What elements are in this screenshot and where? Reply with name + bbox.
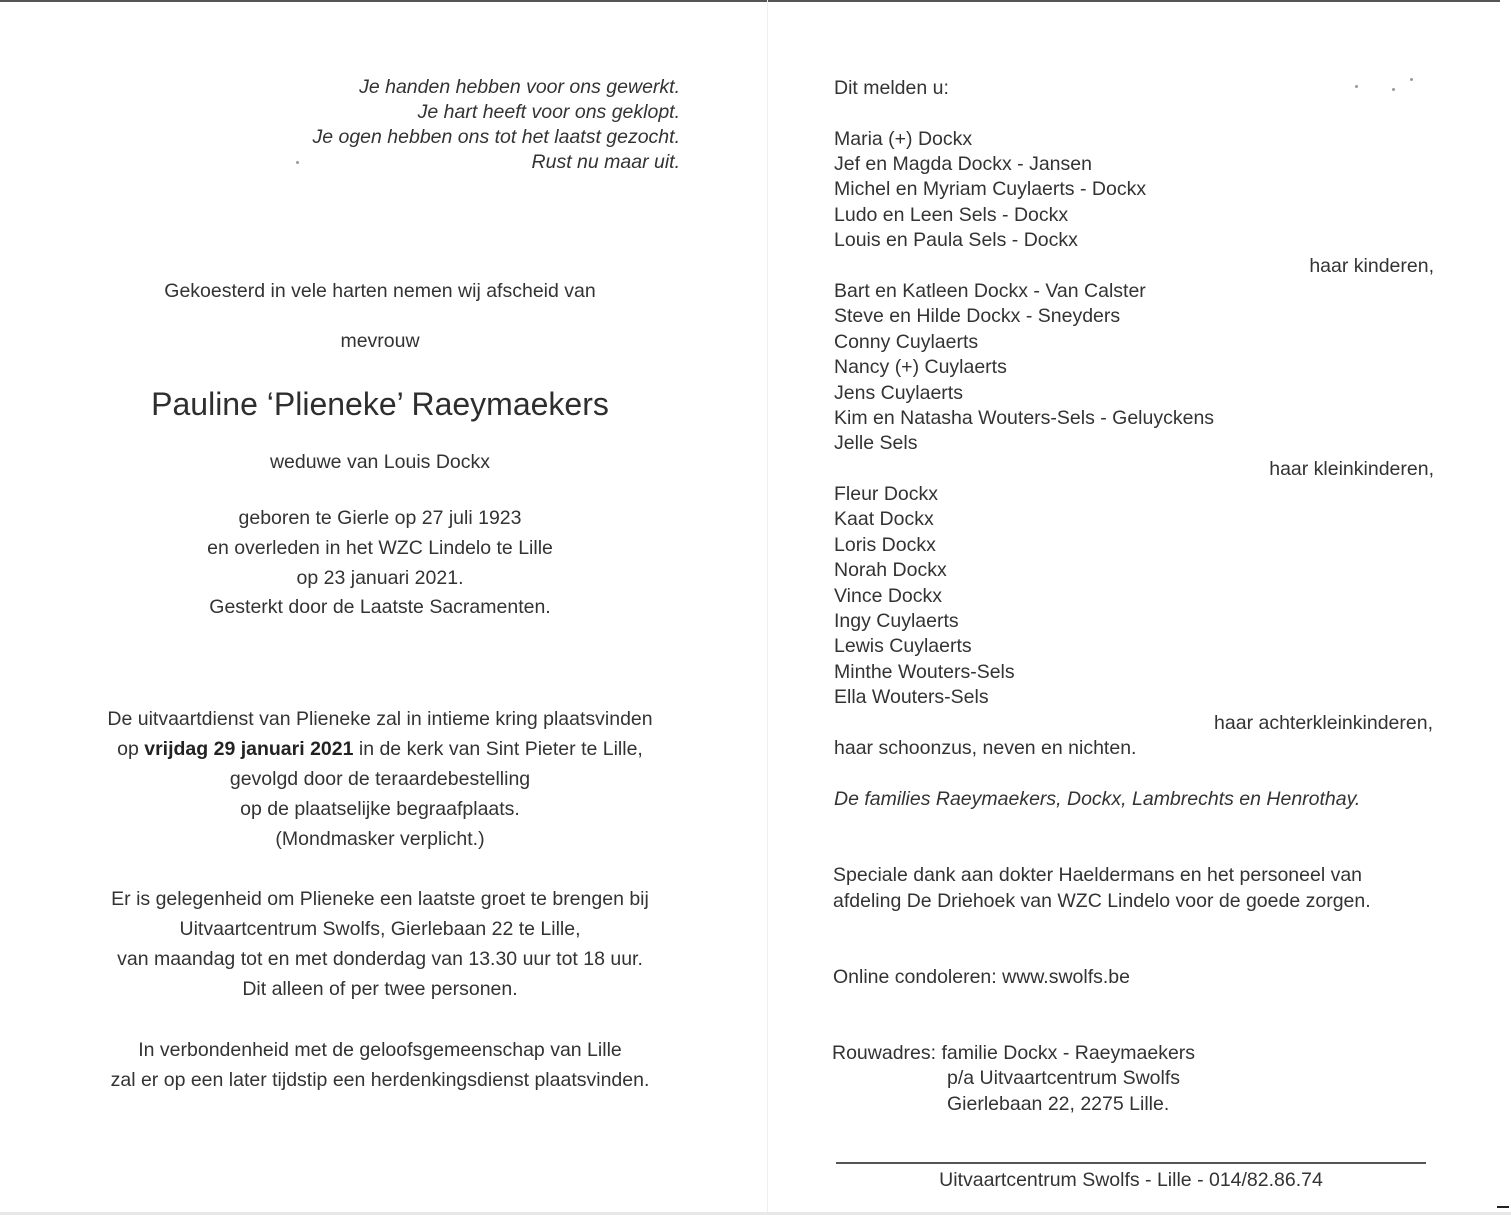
sacraments-line: Gesterkt door de Laatste Sacramenten. [209,596,551,618]
poem-line: Je hart heeft voor ons geklopt. [417,101,680,123]
intro-line: Gekoesterd in vele harten nemen wij afscheid van [164,280,596,302]
address-line: p/a Uitvaartcentrum Swolfs [947,1067,1181,1089]
remembrance-line: In verbondenheid met de geloofsgemeenschap van Lille [138,1039,622,1061]
list-item: Michel en Myriam Cuylaerts - Dockx [834,178,1147,200]
list-item: Vince Dockx [834,585,943,607]
condolence-line: Online condoleren: www.swolfs.be [833,966,1130,988]
edge-mark [1497,1206,1509,1208]
list-item: Kim en Natasha Wouters-Sels - Geluyckens [834,407,1215,429]
list-item: Jef en Magda Dockx - Jansen [834,153,1092,175]
funeral-line: op de plaatselijke begraafplaats. [240,798,520,820]
visit-line: Er is gelegenheid om Plieneke een laatste groet te brengen bij [111,888,649,910]
widow-line: weduwe van Louis Dockx [269,451,491,473]
thanks-line: afdeling De Driehoek van WZC Lindelo voor de goede zorgen. [833,890,1371,912]
list-item: Jens Cuylaerts [834,382,963,404]
funeral-date: vrijdag 29 januari 2021 [144,738,354,760]
funeral-line: gevolgd door de teraardebestelling [229,768,531,790]
families-line: De families Raeymaekers, Dockx, Lambrechts en Henrothay. [834,788,1361,810]
list-item: Lewis Cuylaerts [834,635,972,657]
mask-note: (Mondmasker verplicht.) [275,828,485,850]
poem-line: Je handen hebben voor ons gewerkt. [359,76,680,98]
remembrance-line: zal er op een later tijdstip een herdenkingsdienst plaatsvinden. [110,1069,650,1091]
death-line: en overleden in het WZC Lindelo te Lille [207,537,553,559]
center-fold [767,0,768,1215]
deceased-name: Pauline ‘Plieneke’ Raeymaekers [151,386,609,422]
in-laws-line: haar schoonzus, neven en nichten. [834,737,1137,759]
list-item: Ludo en Leen Sels - Dockx [834,204,1069,226]
list-item: Minthe Wouters-Sels [834,661,1015,683]
list-item: Louis en Paula Sels - Dockx [834,229,1078,251]
death-date-line: op 23 januari 2021. [296,567,464,589]
scan-speck [1355,85,1358,88]
address-label: Rouwadres: familie Dockx - Raeymaekers [832,1042,1196,1064]
top-rule [0,0,1500,2]
list-item: Ingy Cuylaerts [834,610,959,632]
children-label: haar kinderen, [1309,255,1434,277]
address-line: Gierlebaan 22, 2275 Lille. [947,1093,1170,1115]
list-item: Norah Dockx [834,559,947,581]
funeral-line: De uitvaartdienst van Plieneke zal in intieme kring plaatsvinden [107,708,653,730]
list-item: Nancy (+) Cuylaerts [834,356,1007,378]
title-word: mevrouw [340,330,420,352]
list-item: Fleur Dockx [834,483,939,505]
footer-line: Uitvaartcentrum Swolfs - Lille - 014/82.86.74 [939,1169,1323,1191]
list-item: Ella Wouters-Sels [834,686,989,708]
visit-line: van maandag tot en met donderdag van 13.30 uur tot 18 uur. [117,948,643,970]
scan-speck [1392,88,1395,91]
announce-heading: Dit melden u: [834,77,949,99]
poem-line: Je ogen hebben ons tot het laatst gezocht. [312,126,680,148]
visit-line: Uitvaartcentrum Swolfs, Gierlebaan 22 te Lille, [179,918,581,940]
poem-line: Rust nu maar uit. [531,151,680,173]
list-item: Loris Dockx [834,534,936,556]
list-item: Jelle Sels [834,432,918,454]
birth-line: geboren te Gierle op 27 juli 1923 [238,507,522,529]
great-grandchildren-label: haar achterkleinkinderen, [1214,712,1433,734]
list-item: Kaat Dockx [834,508,934,530]
footer-rule [836,1162,1426,1164]
list-item: Maria (+) Dockx [834,128,973,150]
scan-speck [296,161,299,164]
list-item: Steve en Hilde Dockx - Sneyders [834,305,1121,327]
thanks-line: Speciale dank aan dokter Haeldermans en het personeel van [833,864,1363,886]
list-item: Bart en Katleen Dockx - Van Calster [834,280,1146,302]
visit-line: Dit alleen of per twee personen. [242,978,518,1000]
grandchildren-label: haar kleinkinderen, [1269,458,1434,480]
funeral-date-line: op vrijdag 29 januari 2021 in de kerk van Sint Pieter te Lille, [117,738,643,760]
list-item: Conny Cuylaerts [834,331,979,353]
scan-speck [1410,78,1413,81]
